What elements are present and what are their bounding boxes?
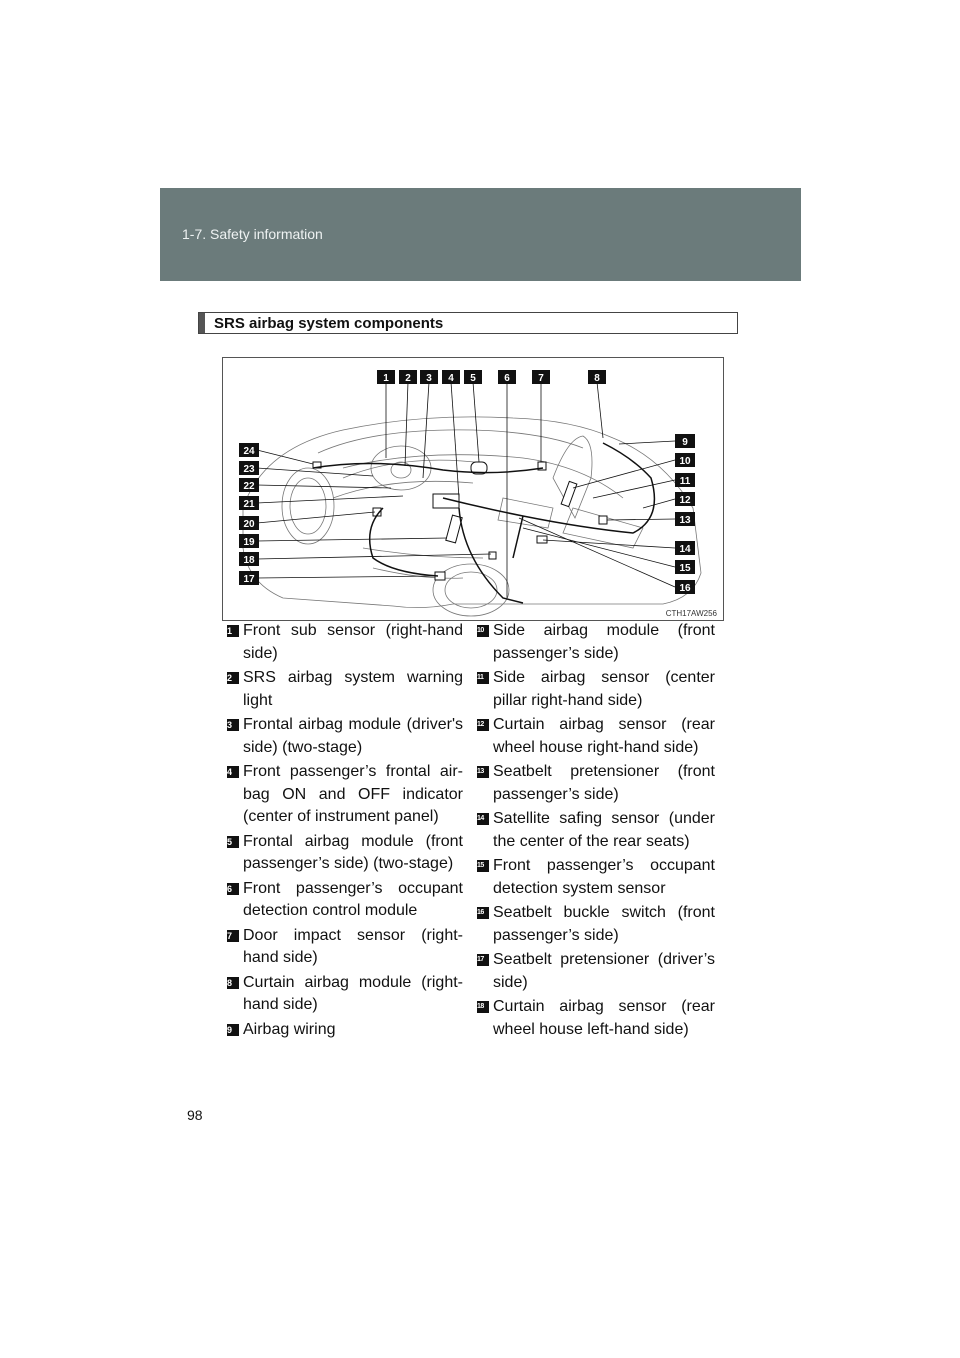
svg-text:9: 9 xyxy=(682,437,688,448)
list-item xyxy=(227,1019,463,1042)
svg-text:19: 19 xyxy=(243,537,255,548)
list-item xyxy=(477,902,715,947)
svg-text:13: 13 xyxy=(679,515,691,526)
svg-text:15: 15 xyxy=(679,563,691,574)
item-number: 13 xyxy=(477,766,489,778)
list-item xyxy=(477,996,715,1041)
svg-text:24: 24 xyxy=(243,446,255,457)
item-text: SRS airbag system warning light xyxy=(243,669,463,709)
item-text: Door impact sensor (right-hand side) xyxy=(243,926,463,966)
header-band xyxy=(160,188,801,281)
car-illustration xyxy=(223,358,724,621)
item-number: 18 xyxy=(477,1001,489,1013)
svg-text:8: 8 xyxy=(594,373,600,384)
callouts-left xyxy=(239,443,259,585)
svg-text:7: 7 xyxy=(538,373,544,384)
component-list-left xyxy=(227,620,463,1043)
item-text: Airbag wiring xyxy=(243,1020,336,1038)
item-text: Side airbag sensor (center pillar right-hand side) xyxy=(493,669,715,709)
svg-text:22: 22 xyxy=(243,481,255,492)
item-number: 11 xyxy=(477,672,489,684)
list-item xyxy=(477,855,715,900)
svg-text:1: 1 xyxy=(383,373,389,384)
item-number: 2 xyxy=(227,672,239,684)
svg-text:11: 11 xyxy=(679,476,691,487)
callouts-top xyxy=(377,370,606,384)
item-text: Side airbag module (front passenger’s side) xyxy=(493,622,715,662)
item-number: 7 xyxy=(227,930,239,942)
item-text: Seatbelt pretensioner (front passenger’s side) xyxy=(493,763,715,803)
item-text: Front sub sensor (right-hand side) xyxy=(243,622,463,662)
list-item xyxy=(477,808,715,853)
list-item xyxy=(227,667,463,712)
item-text: Seatbelt pretensioner (driver’s side) xyxy=(493,951,715,991)
list-item xyxy=(227,878,463,923)
callouts-right xyxy=(675,434,695,594)
svg-text:16: 16 xyxy=(679,583,691,594)
svg-text:6: 6 xyxy=(504,373,510,384)
item-number: 4 xyxy=(227,766,239,778)
item-text: Front passenger’s occupant detection control module xyxy=(243,879,463,919)
svg-text:20: 20 xyxy=(243,519,255,530)
item-number: 6 xyxy=(227,883,239,895)
item-number: 12 xyxy=(477,719,489,731)
list-item xyxy=(227,620,463,665)
list-item xyxy=(227,831,463,876)
svg-text:5: 5 xyxy=(470,373,476,384)
list-item xyxy=(227,714,463,759)
item-number: 15 xyxy=(477,860,489,872)
svg-text:17: 17 xyxy=(243,574,255,585)
svg-text:4: 4 xyxy=(448,373,454,384)
svg-text:23: 23 xyxy=(243,464,255,475)
list-item xyxy=(227,972,463,1017)
heading-bar xyxy=(199,313,205,333)
svg-text:21: 21 xyxy=(243,499,255,510)
item-number: 14 xyxy=(477,813,489,825)
list-item xyxy=(227,925,463,970)
item-number: 17 xyxy=(477,954,489,966)
item-text: Seatbelt buckle switch (front passenger’s side) xyxy=(493,904,715,944)
svg-text:14: 14 xyxy=(679,544,691,555)
item-text: Curtain airbag sensor (rear wheel house left-hand side) xyxy=(493,998,715,1038)
item-number: 8 xyxy=(227,977,239,989)
item-text: Front passenger’s occupant detection system sensor xyxy=(493,857,715,897)
item-number: 1 xyxy=(227,625,239,637)
svg-text:10: 10 xyxy=(679,456,691,467)
page-number: 98 xyxy=(187,1107,203,1123)
item-number: 10 xyxy=(477,625,489,637)
item-number: 5 xyxy=(227,836,239,848)
section-breadcrumb: 1-7. Safety information xyxy=(182,226,323,242)
item-text: Curtain airbag sensor (rear wheel house right-hand side) xyxy=(493,716,715,756)
list-item xyxy=(477,620,715,665)
item-number: 9 xyxy=(227,1024,239,1036)
item-number: 16 xyxy=(477,907,489,919)
svg-text:3: 3 xyxy=(426,373,432,384)
item-text: Front passenger’s frontal air-bag ON and OFF indicator (center of instrument panel) xyxy=(243,763,463,825)
figure-code: CTH17AW256 xyxy=(665,609,717,618)
list-item xyxy=(477,667,715,712)
item-text: Frontal airbag module (driver's side) (two-stage) xyxy=(243,716,463,756)
svg-text:2: 2 xyxy=(405,373,411,384)
list-item xyxy=(477,714,715,759)
section-heading xyxy=(198,312,738,334)
component-list-right xyxy=(477,620,715,1043)
item-number: 3 xyxy=(227,719,239,731)
list-item xyxy=(477,761,715,806)
item-text: Curtain airbag module (right-hand side) xyxy=(243,973,463,1013)
airbag-diagram xyxy=(222,357,724,621)
list-item xyxy=(477,949,715,994)
item-text: Satellite safing sensor (under the center of the rear seats) xyxy=(493,810,715,850)
list-item xyxy=(227,761,463,829)
svg-text:12: 12 xyxy=(679,495,691,506)
svg-text:18: 18 xyxy=(243,555,255,566)
section-heading-text: SRS airbag system components xyxy=(214,315,444,332)
item-text: Frontal airbag module (front passenger’s side) (two-stage) xyxy=(243,832,463,872)
